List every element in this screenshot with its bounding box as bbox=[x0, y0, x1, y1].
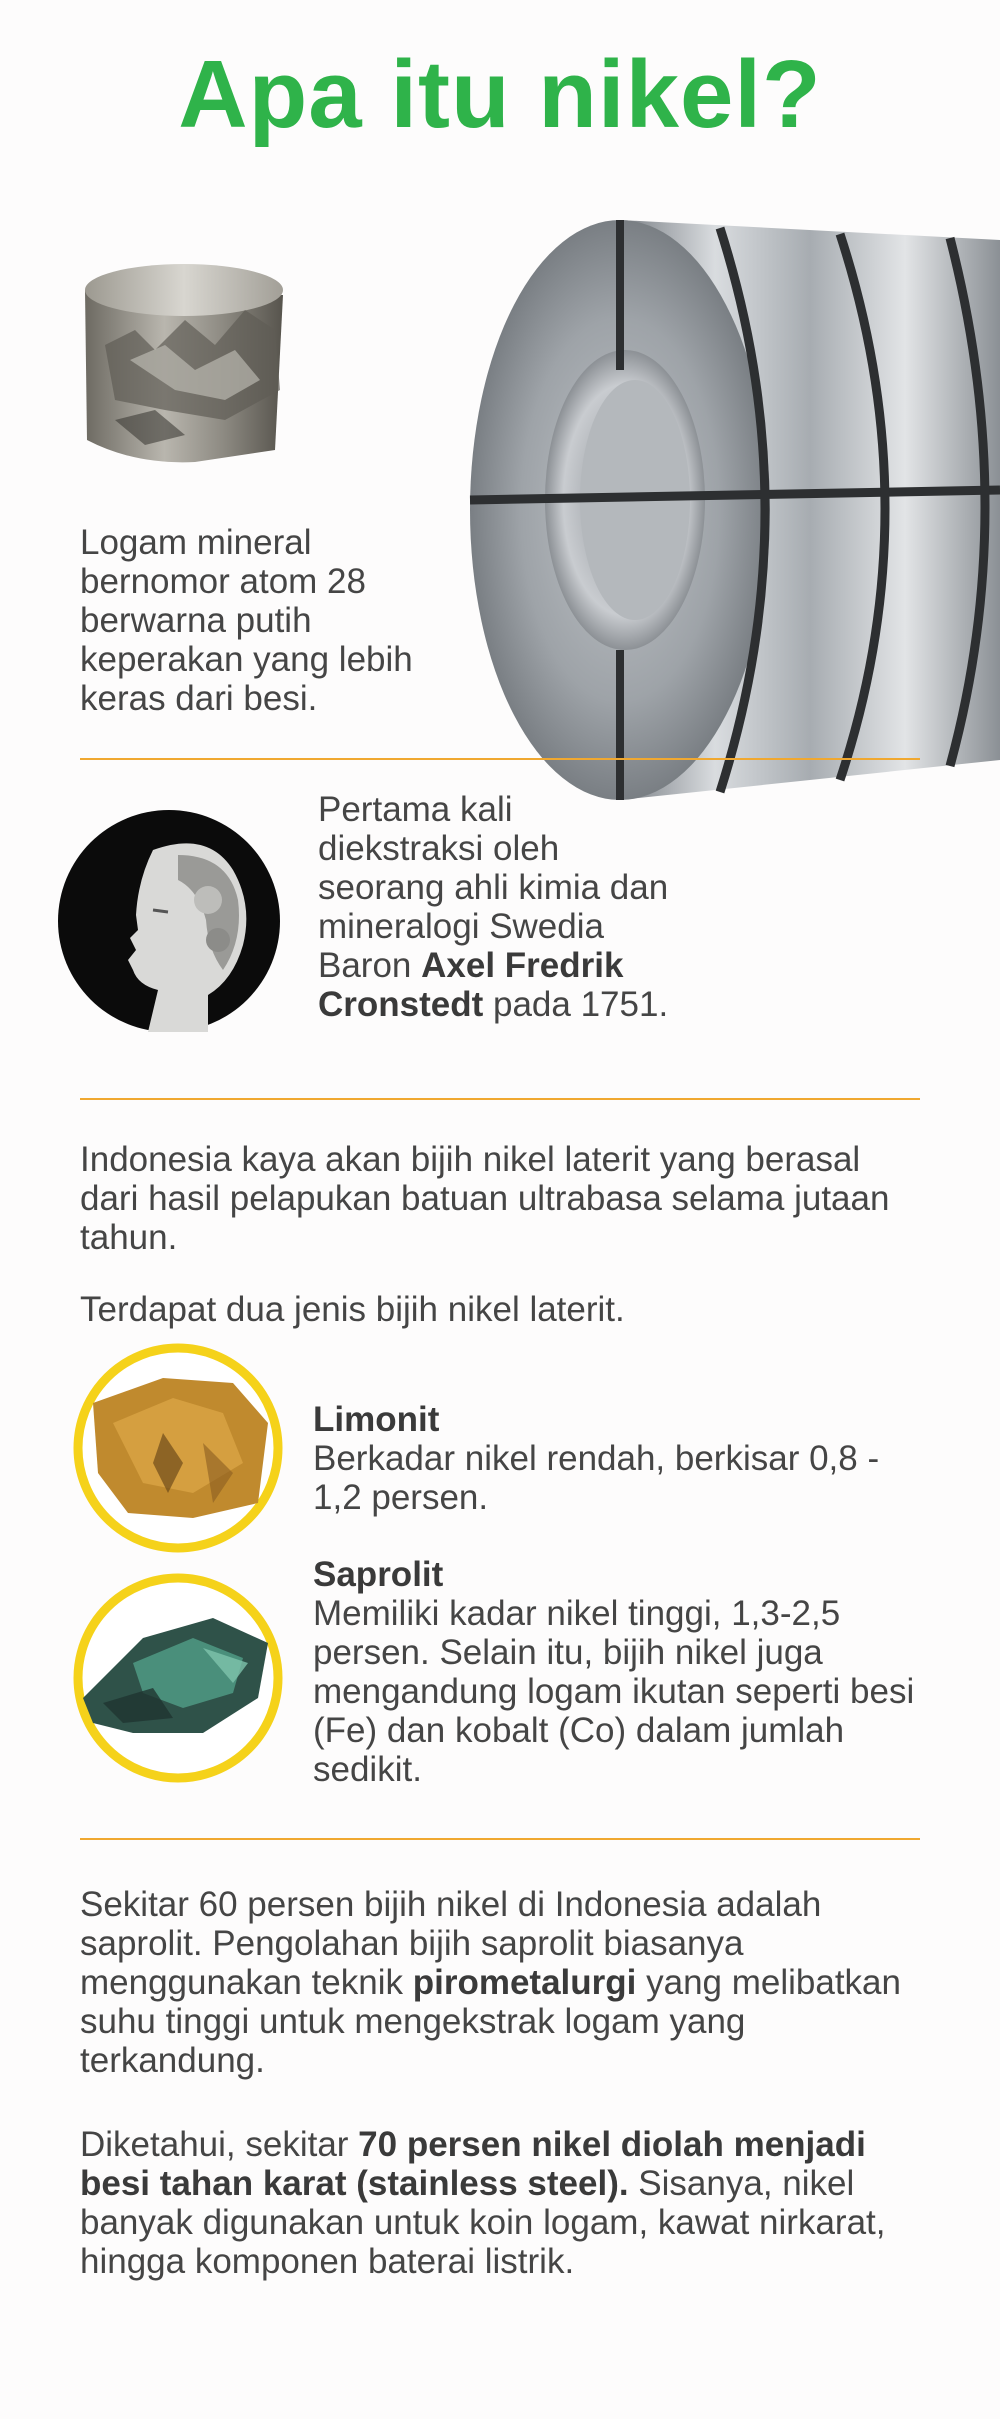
limonit-heading: Limonit bbox=[313, 1400, 440, 1439]
page-title: Apa itu nikel? bbox=[178, 41, 822, 148]
nickel-nugget-image bbox=[75, 250, 295, 480]
limonit-description: Berkadar nikel rendah, berkisar 0,8 - 1,2 persen. bbox=[313, 1439, 880, 1517]
laterite-types-text: Terdapat dua jenis bijih nikel laterit. bbox=[80, 1290, 625, 1329]
cronstedt-portrait-image bbox=[58, 810, 280, 1032]
stainless-steel-highlight: 70 persen nikel diolah menjadi besi tahan karat (stainless steel). bbox=[80, 2125, 866, 2203]
steel-coil-image bbox=[460, 200, 1000, 820]
limonit-rock-image bbox=[73, 1343, 283, 1553]
cronstedt-text: Pertama kali diekstraksi oleh seorang ahli kimia dan mineralogi Swedia Baron Axel Fredrik Cronstedt pada 1751. bbox=[318, 790, 669, 1024]
laterite-intro-text: Indonesia kaya akan bijih nikel laterit yang berasal dari hasil pelapukan batuan ultrabasa selama jutaan tahun. bbox=[80, 1140, 890, 1257]
divider bbox=[80, 758, 920, 760]
saprolit-description: Memiliki kadar nikel tinggi, 1,3-2,5 persen. Selain itu, bijih nikel juga mengandung logam ikutan seperti besi (Fe) dan kobalt (Co) dalam jumlah sedikit. bbox=[313, 1594, 915, 1789]
pirometalurgi-term: pirometalurgi bbox=[412, 1963, 637, 2002]
nickel-definition-text: Logam mineral bernomor atom 28 berwarna putih keperakan yang lebih keras dari besi. bbox=[80, 523, 413, 718]
divider bbox=[80, 1838, 920, 1840]
cronstedt-name: Axel Fredrik Cronstedt bbox=[318, 946, 624, 1024]
saprolit-rock-image bbox=[73, 1573, 283, 1783]
divider bbox=[80, 1098, 920, 1100]
saprolit-processing-text: Sekitar 60 persen bijih nikel di Indonesia adalah saprolit. Pengolahan bijih saprolit biasanya menggunakan teknik pirometalurgi yang melibatkan suhu tinggi untuk mengekstrak logam yang terkandung. bbox=[80, 1885, 901, 2080]
saprolit-block bbox=[313, 1555, 953, 1789]
nickel-usage-text: Diketahui, sekitar 70 persen nikel diolah menjadi besi tahan karat (stainless steel). Sisanya, nikel banyak digunakan untuk koin logam, kawat nirkarat, hingga komponen baterai listrik. bbox=[80, 2125, 886, 2281]
saprolit-heading: Saprolit bbox=[313, 1555, 444, 1594]
limonit-block bbox=[313, 1400, 933, 1517]
